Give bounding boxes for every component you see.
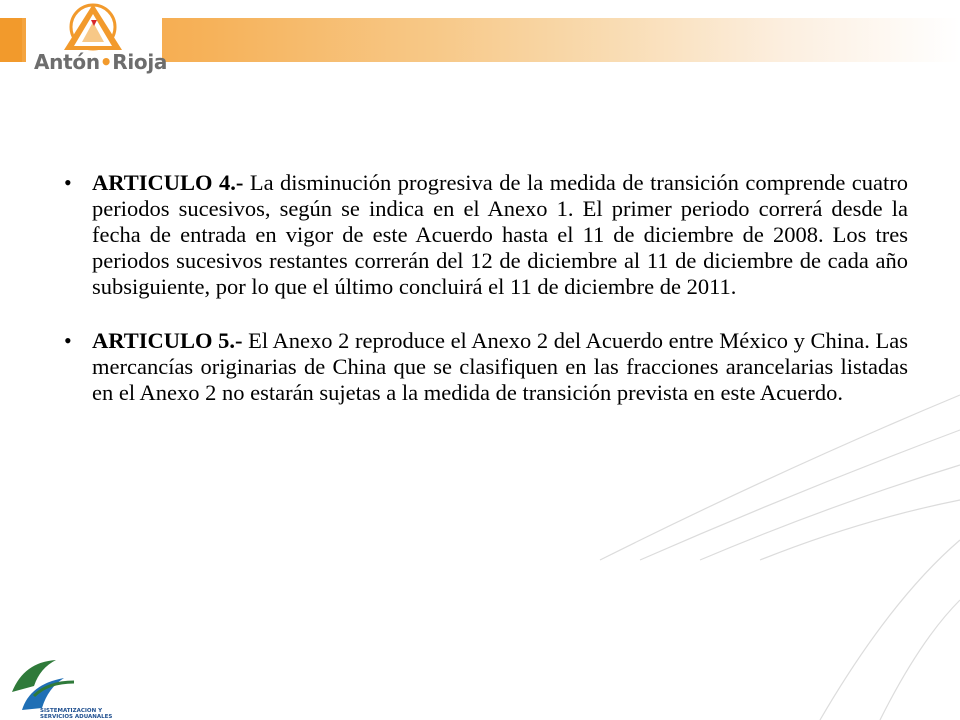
article-text: El Anexo 2 reproduce el Anexo 2 del Acuerdo entre México y China. Las mercancías originarias de China que se clasifiquen en las fracciones arancelarias listadas en el Anexo 2 no estarán sujetas a la medida de transición prevista en este Acuerdo. xyxy=(92,328,909,405)
brand-name: Antón•Rioja xyxy=(34,50,168,74)
article-item xyxy=(64,328,908,406)
article-label: ARTICULO 5.- xyxy=(92,328,243,353)
anton-rioja-triangle-logo-icon xyxy=(60,2,126,52)
deco-line xyxy=(760,500,960,560)
brand-separator: • xyxy=(99,50,113,74)
article-label: ARTICULO 4.- xyxy=(92,170,244,195)
slide-content xyxy=(64,170,908,434)
bullet-marker: • xyxy=(64,328,72,353)
bullet-marker: • xyxy=(64,170,72,195)
article-text: La disminución progresiva de la medida de transición comprende cuatro periodos sucesivos, según se indica en el Anexo 1. El primer periodo correrá desde la fecha de entrada en vigor de este Acuerdo hasta el 11 de diciembre de 2008. Los tres periodos sucesivos restantes correrán del 12 de diciembre al 11 de diciembre de cada año subsiguiente, por lo que el último concluirá el 11 de diciembre de 2011. xyxy=(92,170,909,299)
footer-logo-text-line1: SISTEMATIZACION Y xyxy=(40,708,103,714)
brand-logo xyxy=(26,0,168,80)
deco-line xyxy=(640,430,960,560)
deco-line xyxy=(700,465,960,560)
footer-logo-text-line2: SERVICIOS ADUANALES xyxy=(40,714,113,720)
deco-line xyxy=(820,540,960,720)
article-item xyxy=(64,170,908,300)
footer-organization-logo-icon xyxy=(4,652,113,720)
deco-line xyxy=(880,600,960,720)
